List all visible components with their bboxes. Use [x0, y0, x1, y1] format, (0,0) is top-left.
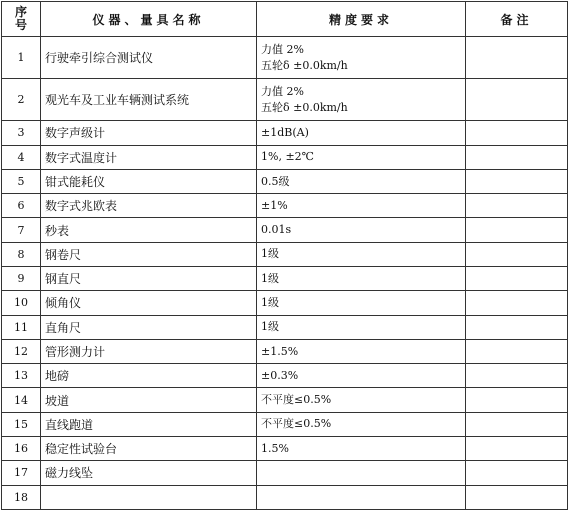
table-row — [2, 437, 568, 461]
accuracy-cell — [257, 388, 466, 412]
table-row — [2, 364, 568, 388]
serial-number-cell: 9 — [2, 267, 41, 291]
remarks-cell — [466, 37, 568, 79]
accuracy-line: 五轮δ ±0.0km/h — [261, 100, 348, 114]
accuracy-cell — [257, 364, 466, 388]
accuracy-cell — [257, 485, 466, 509]
serial-number-cell: 11 — [2, 315, 41, 339]
accuracy-cell — [257, 79, 466, 121]
table-row — [2, 79, 568, 121]
instrument-name-cell: 坡道 — [41, 388, 257, 412]
table-row — [2, 194, 568, 218]
table-row — [2, 218, 568, 242]
accuracy-line: 五轮δ ±0.0km/h — [261, 58, 348, 72]
instrument-name-cell: 行驶牵引综合测试仪 — [41, 37, 257, 79]
instrument-name-cell: 磁力线坠 — [41, 461, 257, 485]
remarks-cell — [466, 364, 568, 388]
table-row — [2, 242, 568, 266]
accuracy-line: 1级 — [261, 247, 279, 261]
remarks-cell — [466, 388, 568, 412]
accuracy-cell — [257, 242, 466, 266]
accuracy-cell — [257, 37, 466, 79]
accuracy-cell — [257, 412, 466, 436]
table-row — [2, 145, 568, 169]
serial-number-cell: 2 — [2, 79, 41, 121]
instrument-name-cell: 数字式兆欧表 — [41, 194, 257, 218]
instrument-name-cell: 数字声级计 — [41, 121, 257, 145]
remarks-cell — [466, 242, 568, 266]
remarks-cell — [466, 218, 568, 242]
header-instrument-name: 仪器、量具名称 — [41, 2, 257, 37]
table-row — [2, 37, 568, 79]
table-row — [2, 461, 568, 485]
accuracy-line: 不平度≤0.5% — [261, 417, 332, 431]
serial-number-cell: 1 — [2, 37, 41, 79]
accuracy-line: 0.5级 — [261, 174, 290, 188]
serial-number-cell: 7 — [2, 218, 41, 242]
instrument-name-cell: 秒表 — [41, 218, 257, 242]
table-row — [2, 485, 568, 509]
remarks-cell — [466, 145, 568, 169]
accuracy-cell — [257, 145, 466, 169]
table-row — [2, 267, 568, 291]
serial-number-cell: 3 — [2, 121, 41, 145]
table-row — [2, 291, 568, 315]
table-row — [2, 412, 568, 436]
header-serial-line1: 序 — [14, 5, 27, 19]
table-row — [2, 388, 568, 412]
accuracy-cell — [257, 169, 466, 193]
remarks-cell — [466, 315, 568, 339]
accuracy-cell — [257, 315, 466, 339]
remarks-cell — [466, 121, 568, 145]
accuracy-line: 力值 2% — [261, 42, 304, 56]
remarks-cell — [466, 291, 568, 315]
instrument-name-cell: 倾角仪 — [41, 291, 257, 315]
serial-number-cell: 18 — [2, 485, 41, 509]
serial-number-cell: 13 — [2, 364, 41, 388]
remarks-cell — [466, 437, 568, 461]
header-serial-line2: 号 — [14, 18, 27, 32]
table-row — [2, 169, 568, 193]
accuracy-line: ±1% — [261, 198, 288, 212]
instrument-name-cell: 数字式温度计 — [41, 145, 257, 169]
accuracy-cell — [257, 121, 466, 145]
header-remarks: 备注 — [466, 2, 568, 37]
serial-number-cell: 4 — [2, 145, 41, 169]
accuracy-line: 1.5% — [261, 441, 289, 455]
header-accuracy: 精度要求 — [257, 2, 466, 37]
instrument-name-cell: 地磅 — [41, 364, 257, 388]
accuracy-cell — [257, 437, 466, 461]
instrument-name-cell: 管形测力计 — [41, 339, 257, 363]
instrument-name-cell: 稳定性试验台 — [41, 437, 257, 461]
remarks-cell — [466, 194, 568, 218]
accuracy-cell — [257, 267, 466, 291]
accuracy-line: 1%, ±2℃ — [261, 150, 314, 164]
remarks-cell — [466, 485, 568, 509]
accuracy-cell — [257, 461, 466, 485]
accuracy-line: ±1.5% — [261, 344, 299, 358]
serial-number-cell: 12 — [2, 339, 41, 363]
serial-number-cell: 10 — [2, 291, 41, 315]
instrument-name-cell: 观光车及工业车辆测试系统 — [41, 79, 257, 121]
header-row — [2, 2, 568, 37]
table-row — [2, 121, 568, 145]
serial-number-cell: 16 — [2, 437, 41, 461]
remarks-cell — [466, 461, 568, 485]
accuracy-line: ±0.3% — [261, 368, 299, 382]
instrument-table — [1, 1, 568, 510]
table-row — [2, 339, 568, 363]
accuracy-line: 1级 — [261, 320, 279, 334]
accuracy-cell — [257, 339, 466, 363]
remarks-cell — [466, 412, 568, 436]
instrument-name-cell: 钳式能耗仪 — [41, 169, 257, 193]
remarks-cell — [466, 79, 568, 121]
instrument-name-cell: 钢直尺 — [41, 267, 257, 291]
remarks-cell — [466, 339, 568, 363]
serial-number-cell: 17 — [2, 461, 41, 485]
header-serial-number — [2, 2, 41, 37]
accuracy-line: 不平度≤0.5% — [261, 393, 332, 407]
table-row — [2, 315, 568, 339]
serial-number-cell: 14 — [2, 388, 41, 412]
table-body — [2, 37, 568, 510]
serial-number-cell: 8 — [2, 242, 41, 266]
serial-number-cell: 6 — [2, 194, 41, 218]
accuracy-cell — [257, 194, 466, 218]
accuracy-line: 0.01s — [261, 223, 292, 237]
serial-number-cell: 5 — [2, 169, 41, 193]
accuracy-line: ±1dB(A) — [261, 125, 309, 139]
remarks-cell — [466, 267, 568, 291]
accuracy-line: 力值 2% — [261, 84, 304, 98]
instrument-name-cell: 钢卷尺 — [41, 242, 257, 266]
instrument-name-cell — [41, 485, 257, 509]
remarks-cell — [466, 169, 568, 193]
instrument-name-cell: 直线跑道 — [41, 412, 257, 436]
accuracy-line: 1级 — [261, 271, 279, 285]
instrument-name-cell: 直角尺 — [41, 315, 257, 339]
accuracy-cell — [257, 218, 466, 242]
accuracy-line: 1级 — [261, 295, 279, 309]
accuracy-cell — [257, 291, 466, 315]
serial-number-cell: 15 — [2, 412, 41, 436]
